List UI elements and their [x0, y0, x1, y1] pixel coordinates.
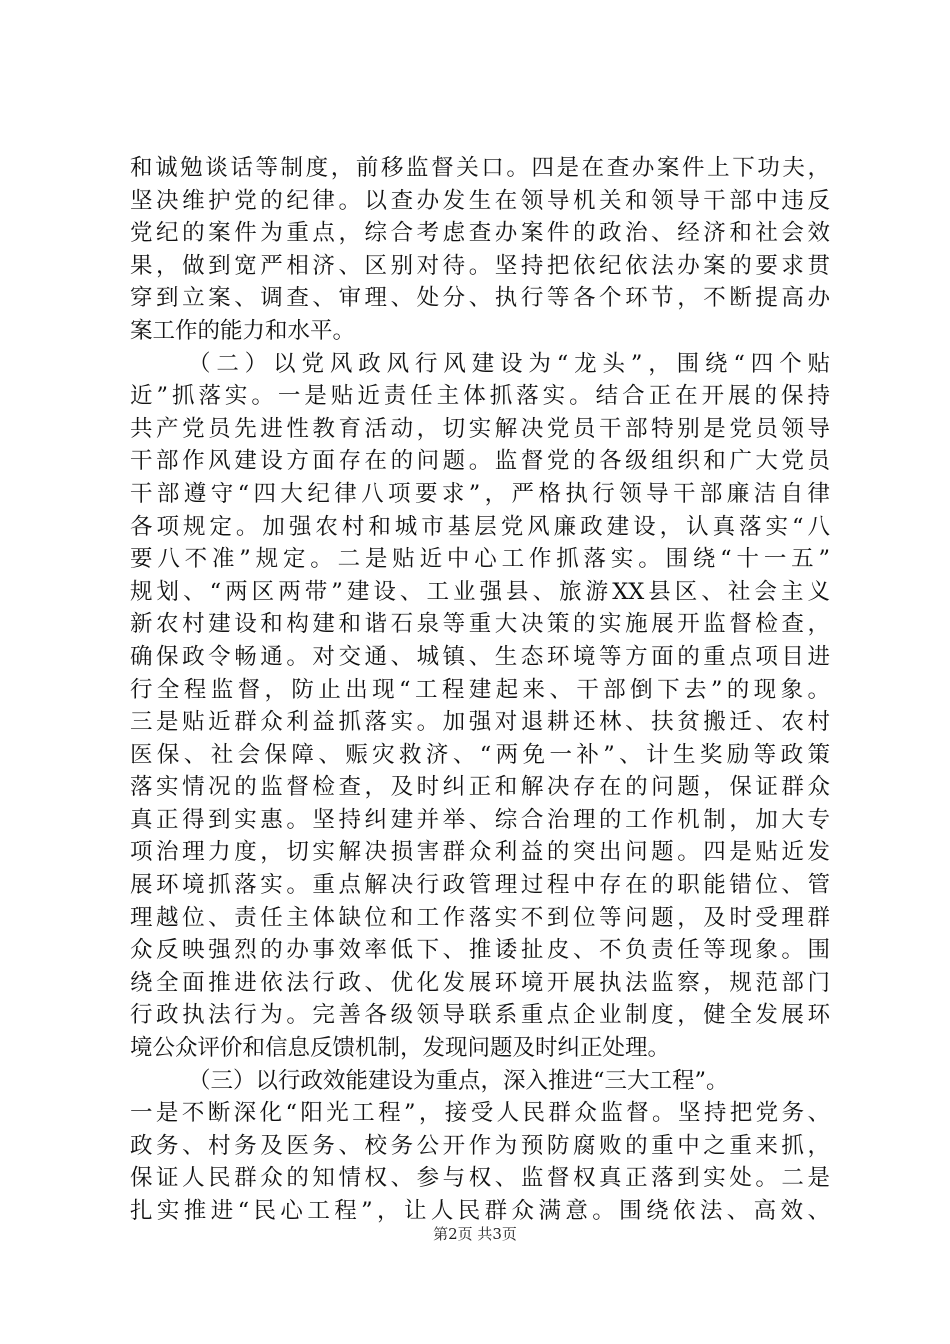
text-line: 保证人民群众的知情权、参与权、监督权真正落到实处。二是	[130, 1165, 830, 1192]
text-line: 一是不断深化“阳光工程”，接受人民群众监督。坚持把党务、	[130, 1100, 830, 1127]
text-line: 项治理力度，切实解决损害群众利益的突出问题。四是贴近发	[130, 839, 830, 866]
text-line: 三是贴近群众利益抓落实。加强对退耕还林、扶贫搬迁、农村	[130, 709, 830, 736]
text-line: 穿到立案、调查、审理、处分、执行等各个环节，不断提高办	[130, 285, 830, 312]
text-line: 扎实推进“民心工程”，让人民群众满意。围绕依法、高效、	[130, 1198, 830, 1224]
text-line: 真正得到实惠。坚持纠建并举、综合治理的工作机制，加大专	[130, 806, 830, 833]
text-line: 境公众评价和信息反馈机制，发现问题及时纠正处理。	[130, 1035, 671, 1062]
text-line: 要八不准”规定。二是贴近中心工作抓落实。围绕“十一五”	[130, 546, 830, 573]
text-line: 干部作风建设方面存在的问题。监督党的各级组织和广大党员	[130, 448, 830, 475]
text-line: 行全程监督，防止出现“工程建起来、干部倒下去”的现象。	[130, 676, 830, 703]
text-line: 新农村建设和构建和谐石泉等重大决策的实施展开监督检查，	[130, 611, 830, 638]
section-heading-line: （二）以党风政风行风建设为“龙头”，围绕“四个贴	[188, 350, 830, 377]
text-line: 展环境抓落实。重点解决行政管理过程中存在的职能错位、管	[130, 872, 830, 899]
text-line: 落实情况的监督检查，及时纠正和解决存在的问题，保证群众	[130, 774, 830, 801]
text-line: 近”抓落实。一是贴近责任主体抓落实。结合正在开展的保持	[130, 383, 830, 410]
page-number-footer: 第2页 共3页	[433, 1225, 517, 1243]
text-line: 各项规定。加强农村和城市基层党风廉政建设，认真落实“八	[130, 513, 830, 540]
text-line: 案工作的能力和水平。	[130, 317, 356, 344]
section-heading-line: （三）以行政效能建设为重点，深入推进“三大工程”。	[188, 1067, 729, 1094]
text-line: 干部遵守“四大纪律八项要求”，严格执行领导干部廉洁自律	[130, 480, 830, 507]
text-line: 规划、“两区两带”建设、工业强县、旅游XX县区、社会主义	[130, 578, 830, 605]
text-line: 和诚勉谈话等制度，前移监督关口。四是在查办案件上下功夫，	[130, 155, 830, 181]
text-line: 党纪的案件为重点，综合考虑查办案件的政治、经济和社会效	[130, 220, 830, 247]
document-body	[130, 152, 830, 1228]
text-line: 共产党员先进性教育活动，切实解决党员干部特别是党员领导	[130, 415, 830, 442]
text-line: 绕全面推进依法行政、优化发展环境开展执法监察，规范部门	[130, 969, 830, 996]
text-line: 理越位、责任主体缺位和工作落实不到位等问题，及时受理群	[130, 904, 830, 931]
text-line: 确保政令畅通。对交通、城镇、生态环境等方面的重点项目进	[130, 643, 830, 670]
text-line: 果，做到宽严相济、区别对待。坚持把依纪依法办案的要求贯	[130, 252, 830, 279]
text-line: 众反映强烈的办事效率低下、推诿扯皮、不负责任等现象。围	[130, 937, 830, 964]
text-line: 医保、社会保障、赈灾救济、“两免一补”、计生奖励等政策	[130, 741, 830, 768]
text-line: 行政执法行为。完善各级领导联系重点企业制度，健全发展环	[130, 1002, 830, 1029]
text-line: 坚决维护党的纪律。以查办发生在领导机关和领导干部中违反	[130, 187, 830, 214]
text-line: 政务、村务及医务、校务公开作为预防腐败的重中之重来抓，	[130, 1132, 830, 1159]
